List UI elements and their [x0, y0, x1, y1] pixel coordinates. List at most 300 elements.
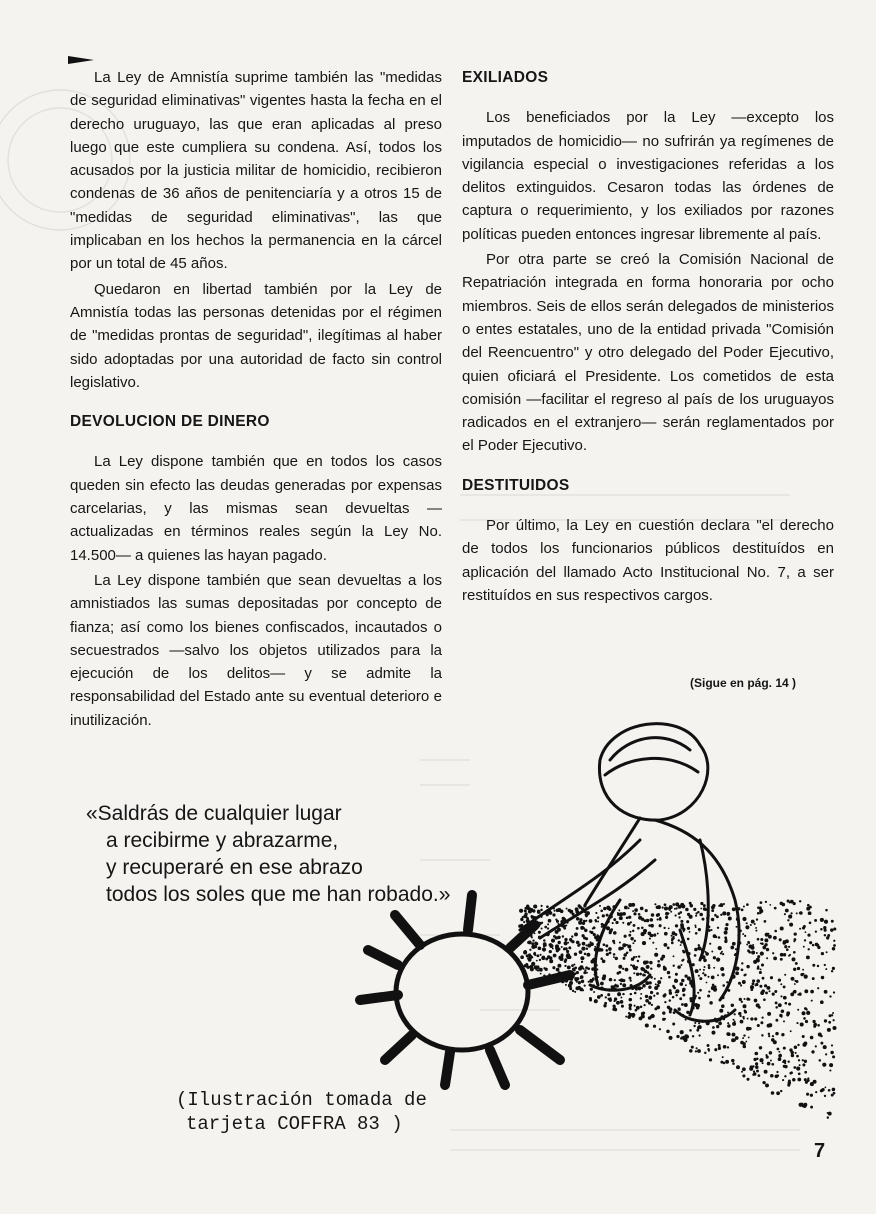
stipple-dot	[695, 915, 697, 917]
stipple-dot	[742, 1067, 746, 1071]
stipple-dot	[625, 968, 629, 972]
stipple-dot	[541, 927, 543, 929]
stipple-dot	[529, 949, 531, 951]
stipple-dot	[682, 988, 686, 992]
stipple-dot	[744, 935, 746, 937]
stipple-dot	[678, 1009, 681, 1012]
stipple-dot	[795, 1052, 797, 1054]
stipple-dot	[576, 917, 580, 921]
stipple-dot	[699, 913, 703, 917]
stipple-dot	[581, 961, 583, 963]
stipple-dot	[536, 954, 539, 957]
stipple-dot	[649, 981, 652, 984]
stipple-dot	[628, 916, 631, 919]
stipple-dot	[723, 903, 725, 905]
stipple-dot	[769, 1051, 772, 1054]
stipple-dot	[798, 1059, 800, 1061]
stipple-dot	[615, 957, 618, 960]
stipple-dot	[675, 979, 677, 981]
stipple-dot	[526, 919, 530, 923]
stipple-dot	[580, 975, 584, 979]
stipple-dot	[682, 928, 685, 931]
stipple-dot	[594, 946, 596, 948]
stipple-dot	[708, 966, 711, 969]
stipple-dot	[827, 1028, 831, 1032]
stipple-dot	[724, 1014, 727, 1017]
stipple-dot	[553, 975, 556, 978]
stipple-dot	[746, 922, 748, 924]
stipple-dot	[820, 1000, 824, 1004]
stipple-dot	[563, 947, 566, 950]
stipple-dot	[759, 912, 761, 914]
stipple-dot	[677, 965, 681, 969]
stipple-dot	[774, 930, 777, 933]
stipple-dot	[649, 938, 651, 940]
stipple-dot	[766, 943, 768, 945]
stipple-dot	[809, 921, 812, 924]
stipple-dot	[687, 976, 691, 980]
stipple-dot	[706, 982, 708, 984]
stipple-dot	[740, 1041, 744, 1045]
stipple-dot	[685, 908, 689, 912]
stipple-dot	[589, 979, 593, 983]
stipple-dot	[689, 1029, 692, 1032]
stipple-dot	[793, 940, 795, 942]
stipple-dot	[780, 1090, 782, 1092]
stipple-dot	[535, 969, 537, 971]
stipple-dot	[746, 998, 749, 1001]
stipple-dot	[681, 979, 684, 982]
stipple-dot	[777, 1074, 780, 1077]
stipple-dot	[815, 1091, 817, 1093]
stipple-dot	[743, 1004, 747, 1008]
stipple-dot	[564, 965, 566, 967]
stipple-dot	[797, 967, 800, 970]
stipple-dot	[657, 980, 661, 984]
stipple-dot	[802, 1035, 805, 1038]
stipple-dot	[751, 920, 755, 924]
stipple-dot	[804, 939, 806, 941]
stipple-dot	[793, 951, 796, 954]
stipple-dot	[605, 949, 608, 952]
stipple-dot	[713, 967, 715, 969]
stipple-dot	[643, 1004, 645, 1006]
stipple-dot	[549, 950, 552, 953]
stipple-dot	[630, 979, 632, 981]
stipple-dot	[629, 949, 632, 952]
stipple-dot	[788, 1061, 790, 1063]
stipple-dot	[546, 932, 550, 936]
stipple-dot	[667, 1006, 670, 1009]
stipple-dot	[572, 990, 574, 992]
stipple-dot	[664, 1001, 666, 1003]
stipple-dot	[707, 915, 709, 917]
stipple-dot	[784, 945, 787, 948]
stipple-dot	[692, 997, 694, 999]
stipple-dot	[657, 918, 659, 920]
stipple-dot	[655, 948, 657, 950]
stipple-dot	[727, 1012, 729, 1014]
stipple-dot	[759, 1046, 762, 1049]
stipple-dot	[626, 952, 629, 955]
stipple-dot	[650, 918, 654, 922]
stipple-dot	[680, 1030, 684, 1034]
stipple-dot	[634, 1005, 636, 1007]
stipple-dot	[645, 999, 649, 1003]
stipple-dot	[682, 950, 685, 953]
stipple-dot	[616, 1001, 620, 1005]
stipple-dot	[667, 971, 670, 974]
stipple-dot	[724, 931, 728, 935]
stipple-dot	[816, 944, 819, 947]
stipple-dot	[822, 1063, 826, 1067]
stipple-dot	[787, 919, 789, 921]
stipple-dot	[768, 1033, 770, 1035]
stipple-dot	[618, 971, 621, 974]
stipple-dot	[783, 1047, 786, 1050]
stipple-dot	[592, 984, 595, 987]
stipple-dot	[585, 915, 587, 917]
stipple-dot	[785, 909, 789, 913]
stipple-dot	[728, 917, 732, 921]
stipple-dot	[717, 927, 719, 929]
stipple-dot	[781, 1033, 784, 1036]
stipple-dot	[628, 987, 630, 989]
stipple-dot	[709, 943, 711, 945]
stipple-dot	[815, 1045, 817, 1047]
stipple-dot	[830, 1051, 833, 1054]
stipple-dot	[596, 968, 598, 970]
stipple-dot	[681, 904, 685, 908]
stipple-dot	[579, 965, 583, 969]
stipple-dot	[564, 938, 567, 941]
stipple-dot	[555, 947, 558, 950]
stipple-dot	[794, 983, 796, 985]
stipple-dot	[706, 1021, 710, 1025]
stipple-dot	[746, 903, 749, 906]
stipple-dot	[784, 974, 786, 976]
stipple-dot	[754, 999, 758, 1003]
stipple-dot	[638, 913, 641, 916]
stipple-dot	[582, 989, 584, 991]
stipple-dot	[668, 976, 671, 979]
stipple-dot	[540, 973, 542, 975]
stipple-dot	[831, 970, 833, 972]
stipple-dot	[700, 902, 703, 905]
stipple-dot	[629, 998, 633, 1002]
stipple-dot	[527, 957, 529, 959]
heading-exiliados: EXILIADOS	[462, 69, 549, 86]
stipple-dot	[552, 966, 555, 969]
stipple-dot	[556, 968, 560, 972]
stipple-dot	[571, 935, 573, 937]
stipple-dot	[632, 910, 634, 912]
stipple-dot	[542, 947, 546, 951]
stipple-dot	[741, 968, 744, 971]
stipple-dot	[812, 944, 815, 947]
stipple-dot	[543, 974, 545, 976]
stipple-dot	[756, 979, 760, 983]
credit-line-2: tarjeta COFFRA 83 )	[186, 1113, 403, 1135]
stipple-dot	[611, 985, 614, 988]
stipple-dot	[821, 952, 824, 955]
stipple-dot	[529, 908, 533, 912]
stipple-dot	[731, 1059, 734, 1062]
stipple-dot	[591, 967, 595, 971]
stipple-dot	[788, 1079, 791, 1082]
stipple-dot	[744, 1010, 747, 1013]
stipple-dot	[640, 1006, 643, 1009]
stipple-dot	[583, 936, 586, 939]
stipple-dot	[722, 911, 726, 915]
page-number: 7	[814, 1140, 826, 1162]
stipple-dot	[732, 1062, 735, 1065]
stipple-dot	[633, 924, 636, 927]
stipple-dot	[702, 1021, 704, 1023]
continued-on-page-note: (Sigue en pág. 14 )	[690, 676, 797, 690]
stipple-dot	[824, 920, 828, 924]
stipple-dot	[732, 1033, 736, 1037]
stipple-dot	[812, 1020, 815, 1023]
stipple-dot	[543, 967, 545, 969]
stipple-dot	[581, 947, 585, 951]
stipple-dot	[664, 903, 667, 906]
stipple-dot	[633, 972, 635, 974]
stipple-dot	[537, 910, 540, 913]
stipple-dot	[631, 903, 635, 907]
stipple-dot	[590, 942, 594, 946]
stipple-dot	[804, 975, 808, 979]
stipple-dot	[750, 1017, 753, 1020]
stipple-dot	[679, 982, 683, 986]
stipple-dot	[628, 1012, 630, 1014]
stipple-dot	[586, 911, 590, 915]
stipple-dot	[675, 902, 679, 906]
stipple-dot	[594, 919, 597, 922]
stipple-dot	[654, 1007, 657, 1010]
stipple-dot	[736, 917, 740, 921]
stipple-dot	[642, 974, 645, 977]
stipple-dot	[707, 1048, 710, 1051]
stipple-dot	[824, 1095, 826, 1097]
stipple-dot	[540, 954, 542, 956]
stipple-dot	[825, 909, 828, 912]
stipple-dot	[614, 979, 616, 981]
stipple-dot	[779, 1014, 783, 1018]
stipple-dot	[530, 934, 533, 937]
stipple-dot	[540, 916, 542, 918]
stipple-dot	[693, 908, 696, 911]
stipple-dot	[824, 990, 828, 994]
stipple-dot	[675, 992, 677, 994]
stipple-dot	[531, 942, 534, 945]
stipple-dot	[664, 993, 667, 996]
stipple-dot	[603, 943, 606, 946]
stipple-dot	[668, 908, 671, 911]
stipple-dot	[824, 1019, 827, 1022]
stipple-dot	[717, 1020, 719, 1022]
stipple-dot	[671, 942, 674, 945]
stipple-dot	[718, 946, 722, 950]
stipple-dot	[802, 973, 804, 975]
stipple-dot	[629, 1004, 633, 1008]
stipple-dot	[647, 972, 649, 974]
stipple-dot	[782, 1079, 784, 1081]
stipple-dot	[566, 950, 569, 953]
stipple-dot	[829, 1069, 831, 1071]
stipple-dot	[833, 940, 835, 942]
stipple-dot	[659, 924, 662, 927]
stipple-dot	[601, 923, 604, 926]
stipple-dot	[812, 977, 815, 980]
stipple-dot	[726, 981, 728, 983]
stipple-dot	[806, 955, 810, 959]
stipple-dot	[756, 1058, 759, 1061]
stipple-dot	[695, 969, 699, 973]
stipple-dot	[689, 997, 692, 1000]
stipple-dot	[766, 957, 768, 959]
stipple-dot	[593, 926, 596, 929]
stipple-dot	[687, 938, 690, 941]
stipple-dot	[831, 920, 834, 923]
stipple-dot	[716, 1025, 719, 1028]
stipple-dot	[746, 1027, 750, 1031]
stipple-dot	[549, 956, 552, 959]
stipple-dot	[685, 1019, 687, 1021]
stipple-dot	[757, 955, 760, 958]
stipple-dot	[691, 1006, 695, 1010]
stipple-dot	[569, 986, 572, 989]
stipple-dot	[640, 993, 642, 995]
stipple-dot	[653, 1025, 656, 1028]
stipple-dot	[538, 936, 541, 939]
stipple-dot	[636, 973, 639, 976]
stipple-dot	[718, 936, 721, 939]
stipple-dot	[731, 1004, 734, 1007]
stipple-dot	[727, 1024, 731, 1028]
stipple-dot	[783, 996, 787, 1000]
stipple-dot	[625, 1016, 627, 1018]
stipple-dot	[707, 994, 710, 997]
stipple-dot	[634, 908, 638, 912]
stipple-dot	[609, 978, 613, 982]
stipple-dot	[772, 952, 774, 954]
stipple-dot	[747, 941, 750, 944]
stipple-dot	[739, 998, 742, 1001]
stipple-dot	[613, 953, 616, 956]
stipple-dot	[519, 909, 523, 913]
stipple-dot	[630, 964, 632, 966]
stipple-dot	[665, 912, 669, 916]
stipple-dot	[654, 903, 656, 905]
stipple-dot	[719, 903, 723, 907]
stipple-dot	[781, 1010, 785, 1014]
stipple-dot	[709, 1058, 712, 1061]
stipple-dot	[699, 989, 702, 992]
stipple-dot	[737, 973, 739, 975]
stipple-dot	[722, 953, 724, 955]
stipple-dot	[746, 1078, 749, 1081]
stipple-dot	[784, 1002, 787, 1005]
stipple-dot	[554, 910, 556, 912]
stipple-dot	[692, 1035, 694, 1037]
stipple-dot	[564, 958, 567, 961]
stipple-dot	[820, 918, 824, 922]
stipple-dot	[617, 913, 620, 916]
stipple-dot	[826, 951, 828, 953]
stipple-dot	[796, 912, 798, 914]
stipple-dot	[713, 988, 717, 992]
stipple-dot	[820, 1035, 823, 1038]
stipple-dot	[833, 1092, 836, 1095]
stipple-dot	[832, 1088, 836, 1092]
stipple-dot	[746, 944, 748, 946]
stipple-dot	[675, 974, 677, 976]
stipple-dot	[669, 1036, 673, 1040]
stipple-dot	[732, 907, 736, 911]
stipple-dot	[792, 1078, 796, 1082]
stipple-dot	[739, 929, 742, 932]
stipple-dot	[600, 910, 603, 913]
stipple-dot	[755, 927, 757, 929]
stipple-dot	[585, 966, 588, 969]
stipple-dot	[534, 932, 536, 934]
stipple-dot	[714, 1018, 717, 1021]
stipple-dot	[817, 987, 819, 989]
stipple-dot	[725, 1060, 729, 1064]
stipple-dot	[828, 1021, 831, 1024]
stipple-dot	[641, 987, 643, 989]
stipple-dot	[763, 998, 766, 1001]
stipple-dot	[682, 1014, 684, 1016]
stipple-dot	[708, 964, 711, 967]
stipple-dot	[576, 927, 579, 930]
stipple-dot	[712, 984, 715, 987]
stipple-dot	[583, 971, 586, 974]
stipple-dot	[707, 927, 709, 929]
stipple-dot	[589, 919, 593, 923]
stipple-dot	[600, 986, 604, 990]
stipple-dot	[540, 909, 543, 912]
stipple-dot	[529, 929, 532, 932]
stipple-dot	[524, 964, 527, 967]
stipple-dot	[757, 967, 760, 970]
stipple-dot	[574, 932, 578, 936]
stipple-dot	[814, 919, 817, 922]
stipple-dot	[549, 959, 553, 963]
stipple-dot	[698, 944, 700, 946]
stipple-dot	[772, 1035, 774, 1037]
stipple-dot	[832, 1019, 834, 1021]
stipple-dot	[633, 956, 636, 959]
stipple-dot	[766, 948, 769, 951]
stipple-dot	[673, 955, 675, 957]
stipple-dot	[659, 917, 661, 919]
stipple-dot	[752, 982, 755, 985]
stipple-dot	[725, 938, 728, 941]
stipple-dot	[618, 947, 622, 951]
stipple-dot	[525, 932, 529, 936]
stipple-dot	[615, 984, 617, 986]
stipple-dot	[675, 907, 677, 909]
stipple-dot	[609, 997, 611, 999]
stipple-dot	[775, 1032, 779, 1036]
stipple-dot	[656, 906, 659, 909]
stipple-dot	[703, 958, 707, 962]
stipple-dot	[774, 990, 777, 993]
stipple-dot	[547, 923, 549, 925]
stipple-dot	[550, 943, 552, 945]
